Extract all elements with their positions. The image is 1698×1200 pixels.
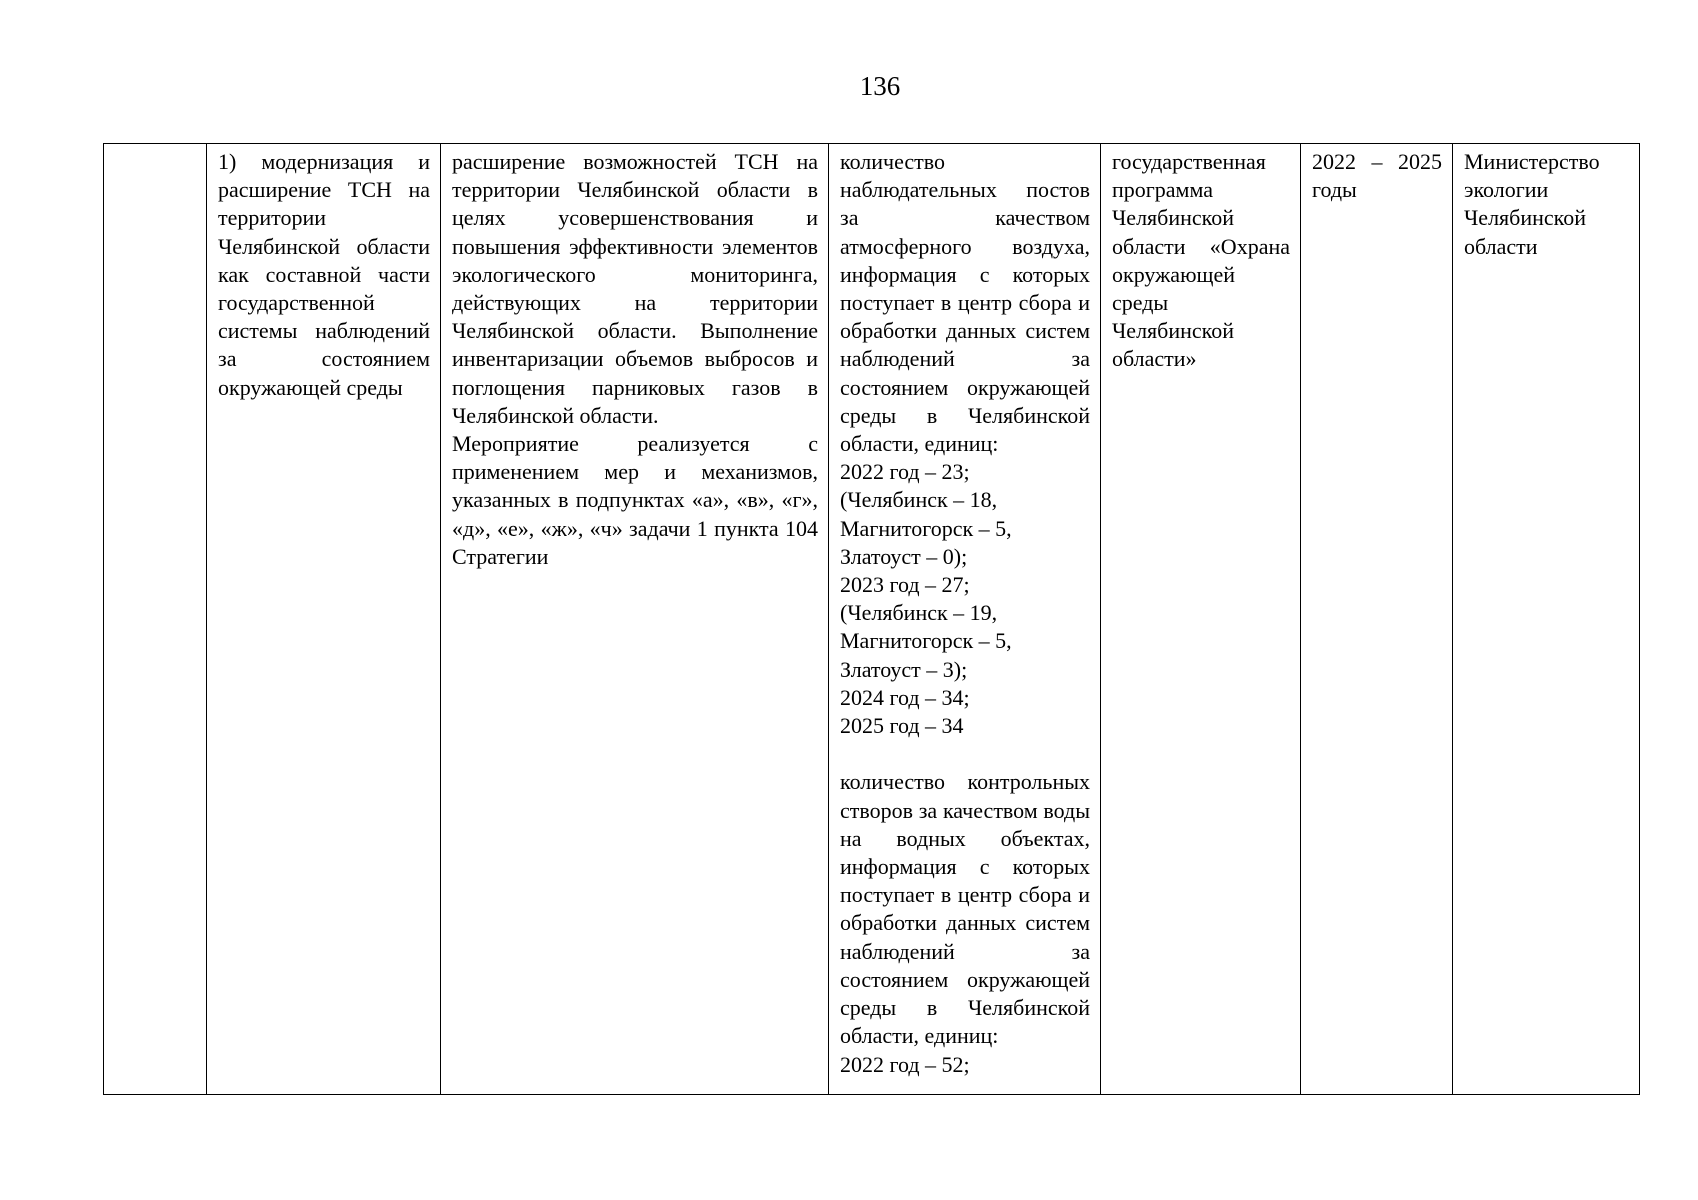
measures-table bbox=[103, 143, 1640, 1095]
page-number: 136 bbox=[859, 71, 901, 101]
responsible-text: Министерство экологии Челябинской области bbox=[1464, 149, 1600, 259]
period-text: 2022 – 2025 годы bbox=[1312, 149, 1442, 203]
cell-responsible bbox=[1453, 144, 1640, 1095]
cell-measure-description bbox=[441, 144, 829, 1095]
measure-description-text: расширение возможностей ТСН на территории Челябинской области в целях усовершенствования и повышения эффективности элементов экологического мониторинга, действующих на территории Челябинской области. Выполнение инвентаризации объемов выбросов и поглощения парниковых газов в Челябинской области. Мероприятие реализуется с применением мер и механизмов, указанных в подпунктах «а», «в», «г», «д», «е», «ж», «ч» задачи 1 пункта 104 Стратегии bbox=[452, 149, 818, 569]
cell-program bbox=[1101, 144, 1301, 1095]
program-text: государственная программа Челябинской области «Охрана окружающей среды Челябинской области» bbox=[1112, 149, 1290, 372]
cell-number bbox=[104, 144, 207, 1095]
cell-measure-name bbox=[207, 144, 441, 1095]
cell-indicators bbox=[829, 144, 1101, 1095]
indicators-text: количество наблюдательных постов за качеством атмосферного воздуха, информация с которых поступает в центр сбора и обработки данных систем наблюдений за состоянием окружающей среды в Челябинской области, единиц: 2022 год – 23; (Челябинск – 18, Магнитогорск – 5, Златоуст – 0); 2023 год – 27; (Челябинск – 19, Магнитогорск – 5, Златоуст – 3); 2024 год – 34; 2025 год – 34 количество контрольных створов за качеством воды на водных объектах, информация с которых поступает в центр сбора и обработки данных систем наблюдений за состоянием окружающей среды в Челябинской области, единиц: 2022 год – 52; bbox=[840, 149, 1090, 1077]
cell-period bbox=[1301, 144, 1453, 1095]
table-row bbox=[104, 144, 1640, 1095]
measure-name-text: 1) модернизация и расширение ТСН на территории Челябинской области как составной части государственной системы наблюдений за состоянием окружающей среды bbox=[218, 149, 430, 400]
